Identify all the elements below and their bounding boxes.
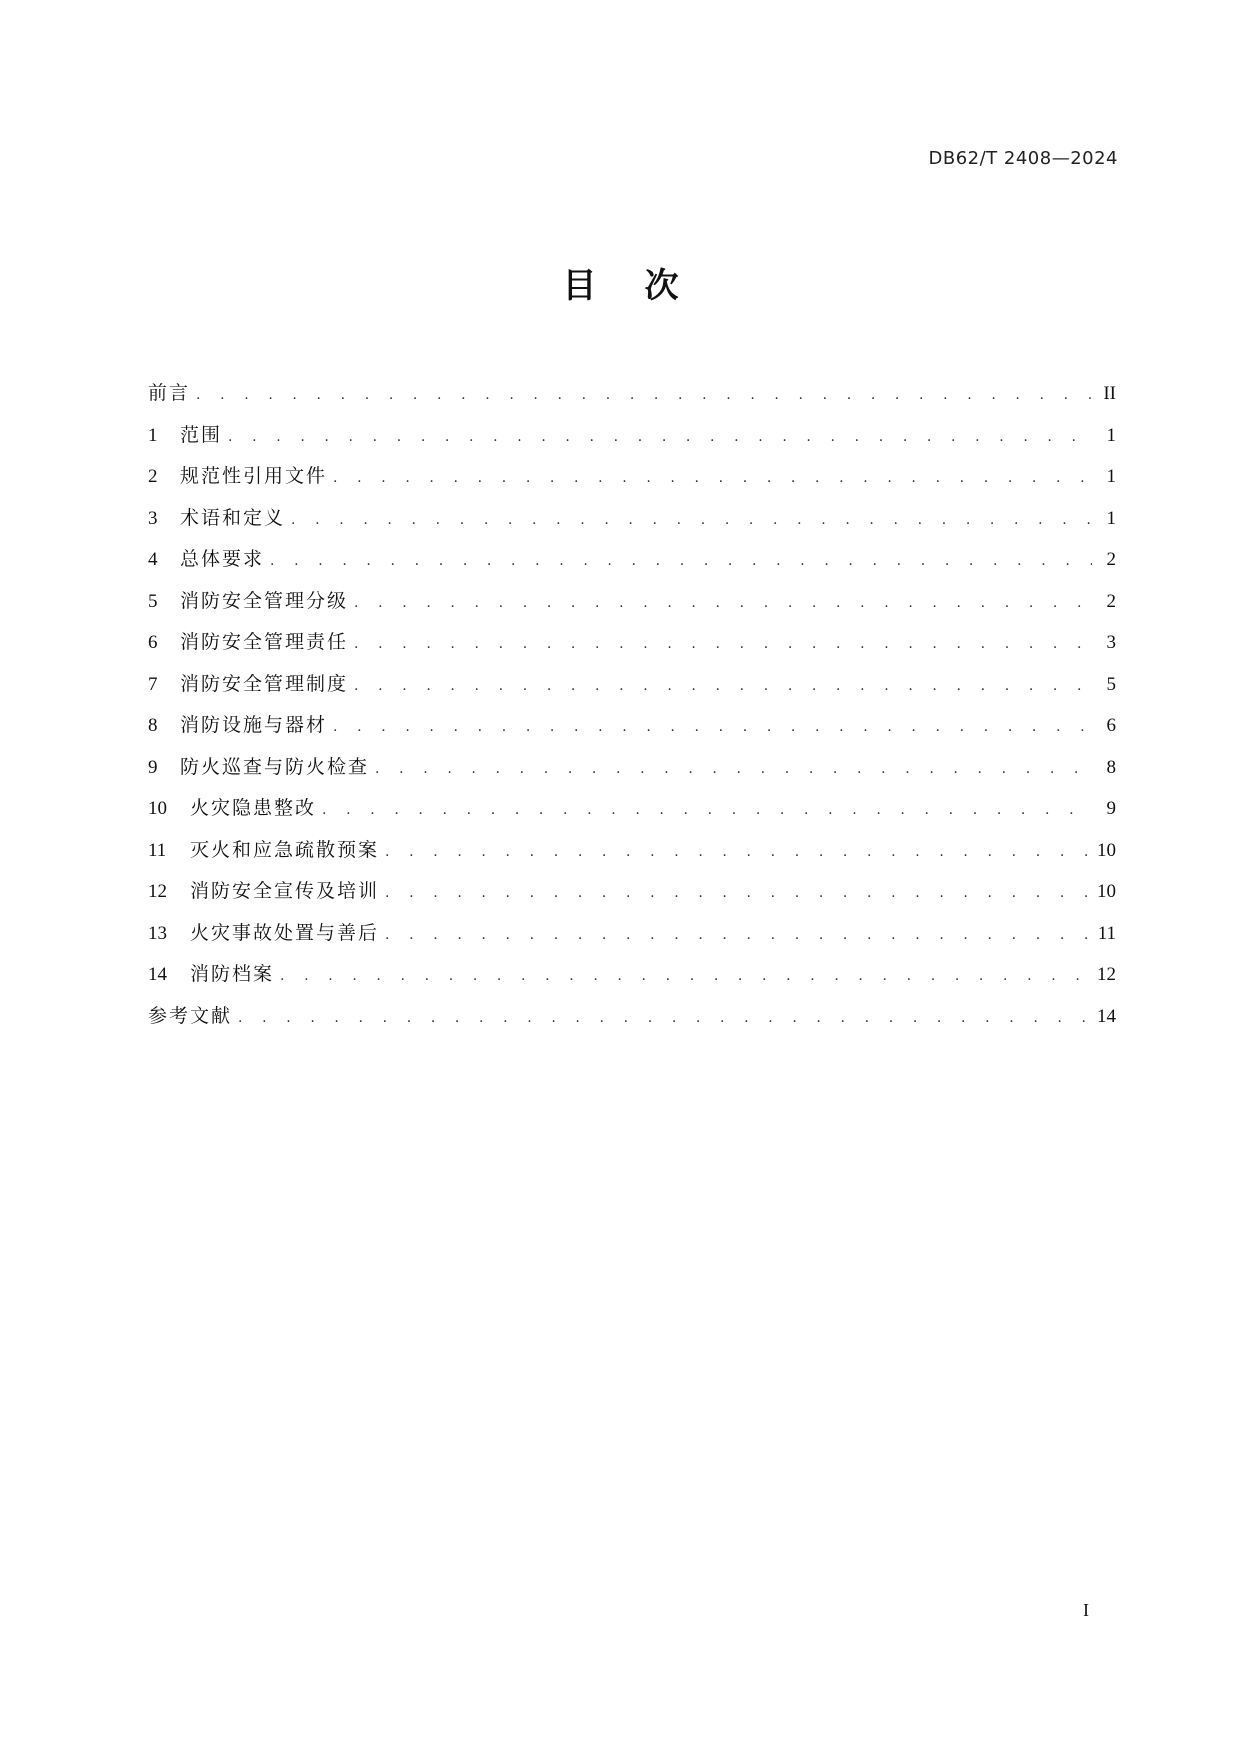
toc-leader-dots [270, 541, 1092, 583]
toc-entry[interactable] [148, 830, 1116, 872]
toc-entry[interactable] [148, 622, 1116, 664]
toc-entry-number: 4 [148, 549, 158, 570]
toc-entry[interactable] [148, 747, 1116, 789]
toc-entry-page: 5 [1106, 673, 1116, 695]
toc-leader-dots [375, 749, 1092, 791]
toc-entry-page: 10 [1097, 881, 1116, 902]
toc-entry[interactable] [148, 581, 1116, 623]
toc-entry[interactable] [148, 498, 1116, 540]
toc-entry-page: 1 [1106, 424, 1116, 446]
toc-entry-number: 14 [148, 964, 167, 985]
toc-entry-page: 10 [1097, 839, 1116, 861]
toc-title: 目次 [562, 266, 727, 306]
toc-entry-number: 1 [148, 424, 158, 446]
toc-entry-label: 火灾隐患整改 [190, 797, 317, 819]
toc-leader-dots [238, 998, 1091, 1040]
toc-entry-page: 14 [1097, 1005, 1116, 1027]
toc-entry-label: 消防安全宣传及培训 [190, 880, 380, 902]
toc-entry-number: 10 [148, 798, 167, 819]
toc-entry-number: 7 [148, 673, 158, 695]
toc-entry-page: 6 [1106, 715, 1116, 736]
toc-leader-dots [322, 790, 1092, 832]
toc-entry-label: 术语和定义 [180, 506, 286, 529]
toc-entry-number: 3 [148, 507, 158, 529]
toc-entry-label: 火灾事故处置与善后 [190, 921, 380, 944]
toc-entry[interactable] [148, 788, 1116, 830]
toc-leader-dots [385, 873, 1091, 915]
toc-leader-dots [333, 707, 1092, 749]
toc-entry-page: 3 [1106, 632, 1116, 653]
toc-entry-page: 1 [1106, 466, 1116, 487]
toc-entry-number: 5 [148, 590, 158, 612]
toc-entry-foreword[interactable] [148, 373, 1116, 415]
toc-entry-label: 消防安全管理分级 [180, 589, 349, 612]
toc-entry-page: 9 [1106, 798, 1116, 819]
toc-leader-dots [228, 417, 1092, 459]
toc-leader-dots [354, 666, 1092, 708]
toc-leader-dots [385, 915, 1092, 957]
toc-entry-page: 8 [1106, 756, 1116, 778]
toc-entry-label: 范围 [180, 423, 223, 446]
toc-entry-number: 8 [148, 715, 158, 736]
toc-leader-dots [385, 832, 1091, 874]
toc-entry-page: 2 [1106, 549, 1116, 570]
toc-entry-label: 防火巡查与防火检查 [180, 755, 370, 778]
toc-entry-label: 灭火和应急疏散预案 [190, 838, 380, 861]
document-code: DB62/T 2408—2024 [928, 148, 1118, 169]
toc-entry[interactable] [148, 539, 1116, 581]
toc-entry-page: II [1103, 383, 1116, 404]
toc-leader-dots [354, 624, 1092, 666]
toc-entry-references[interactable] [148, 996, 1116, 1038]
toc-entry-number: 9 [148, 756, 158, 778]
toc-entry[interactable] [148, 415, 1116, 457]
toc-entry-page: 2 [1106, 590, 1116, 612]
toc-entry-number: 13 [148, 922, 167, 944]
toc-entry-number: 12 [148, 881, 167, 902]
toc-entry-page: 1 [1106, 507, 1116, 529]
toc-entry-label: 消防档案 [190, 963, 275, 985]
toc-entry-label: 参考文献 [148, 1004, 233, 1027]
toc-leader-dots [280, 956, 1091, 998]
toc-leader-dots [354, 583, 1092, 625]
toc-leader-dots [196, 375, 1092, 417]
toc-entry-label: 规范性引用文件 [180, 465, 328, 487]
toc-leader-dots [333, 458, 1092, 500]
toc-entry-page: 12 [1097, 964, 1116, 985]
toc-entry-number: 2 [148, 466, 158, 487]
toc-entry-label: 消防设施与器材 [180, 714, 328, 736]
page-number: I [1083, 1600, 1089, 1620]
toc-entry-label: 前言 [148, 382, 191, 404]
toc-entry[interactable] [148, 954, 1116, 996]
toc-entry[interactable] [148, 664, 1116, 706]
toc-leader-dots [291, 500, 1092, 542]
toc-entry-label: 总体要求 [180, 548, 265, 570]
toc-entry-number: 11 [148, 839, 167, 861]
toc-entry[interactable] [148, 913, 1116, 955]
toc-entry-label: 消防安全管理制度 [180, 672, 349, 695]
toc-entry-label: 消防安全管理责任 [180, 631, 349, 653]
toc-entry-number: 6 [148, 632, 158, 653]
toc-entry-page: 11 [1097, 922, 1116, 944]
table-of-contents [148, 373, 1116, 1037]
toc-entry[interactable] [148, 871, 1116, 913]
toc-entry[interactable] [148, 705, 1116, 747]
toc-entry[interactable] [148, 456, 1116, 498]
